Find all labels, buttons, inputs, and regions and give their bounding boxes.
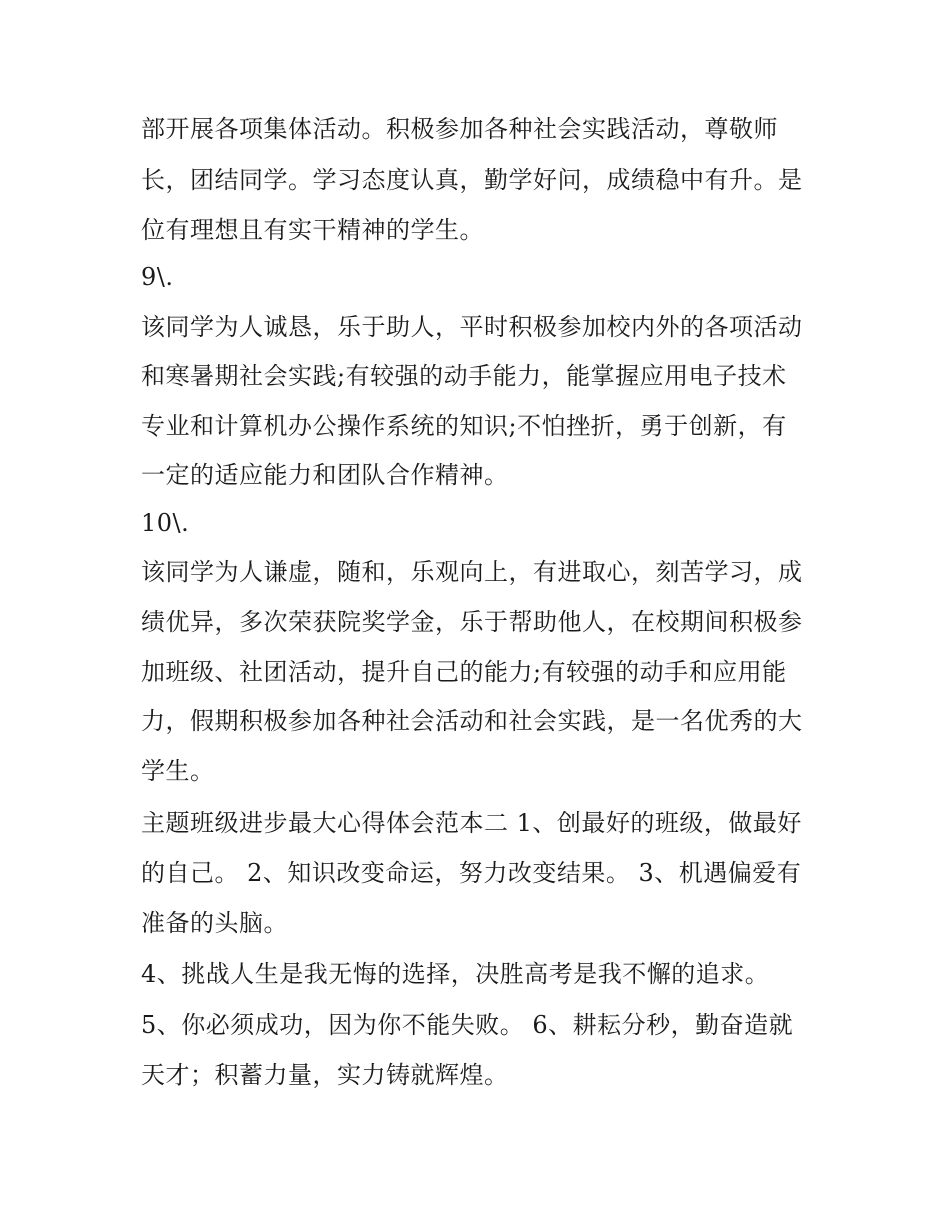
text-line: 部开展各项集体活动。积极参加各种社会实践活动，尊敬师 <box>141 115 778 143</box>
text-line: 主题班级进步最大心得体会范本二 1、创最好的班级，做最好 <box>141 809 802 837</box>
text-line: 学生。 <box>141 757 215 785</box>
text-line: 力，假期积极参加各种社会活动和社会实践，是一名优秀的大 <box>141 707 803 735</box>
item-number: 10\. <box>141 509 190 537</box>
text-line: 绩优异，多次荣获院奖学金，乐于帮助他人，在校期间积极参 <box>141 608 803 636</box>
item-number: 9\. <box>141 263 174 291</box>
text-line: 5、你必须成功，因为你不能失败。 6、耕耘分秒，勤奋造就 <box>141 1011 794 1039</box>
text-line: 专业和计算机办公操作系统的知识;不怕挫折，勇于创新，有 <box>141 412 787 440</box>
text-line: 天才；积蓄力量，实力铸就辉煌。 <box>141 1061 509 1089</box>
text-line: 和寒暑期社会实践;有较强的动手能力，能掌握应用电子技术 <box>141 362 787 390</box>
text-line: 长，团结同学。学习态度认真，勤学好问，成绩稳中有升。是 <box>141 166 803 194</box>
text-line: 一定的适应能力和团队合作精神。 <box>141 461 509 489</box>
text-line: 加班级、社团活动，提升自己的能力;有较强的动手和应用能 <box>141 658 787 686</box>
text-line: 该同学为人诚恳，乐于助人，平时积极参加校内外的各项活动 <box>141 313 803 341</box>
text-line: 该同学为人谦虚，随和，乐观向上，有进取心，刻苦学习，成 <box>141 558 803 586</box>
text-line: 的自己。 2、知识改变命运，努力改变结果。 3、机遇偏爱有 <box>141 859 802 887</box>
text-line: 位有理想且有实干精神的学生。 <box>141 216 484 244</box>
text-line: 4、挑战人生是我无悔的选择，决胜高考是我不懈的追求。 <box>141 960 770 988</box>
text-line: 准备的头脑。 <box>141 909 288 937</box>
